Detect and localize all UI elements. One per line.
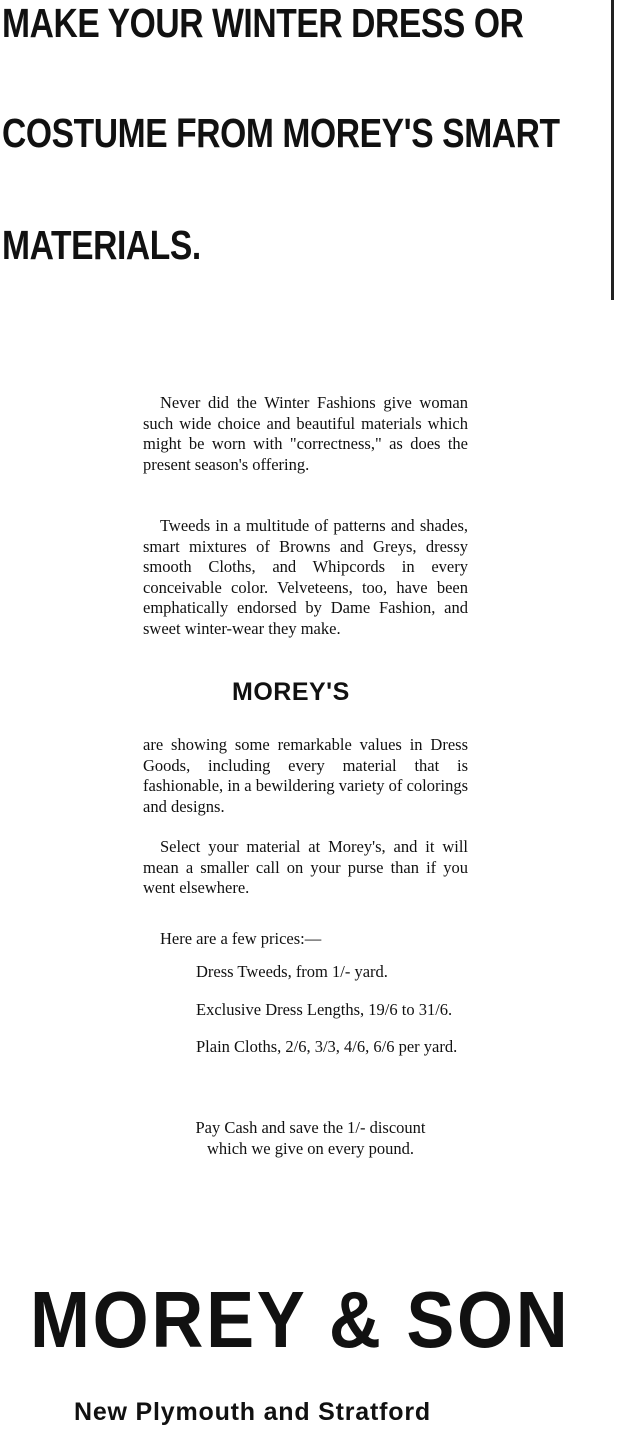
headline-line-2: COSTUME FROM MOREY'S SMART: [2, 110, 560, 156]
price-item: Dress Tweeds, from 1/- yard.: [196, 962, 388, 981]
firm-locations: New Plymouth and Stratford: [74, 1398, 431, 1426]
paragraph-winter-fashions: Never did the Winter Fashions give woman such wide choice and beautiful materials which might be worn with "correctness," as does the present season's offering.: [143, 393, 468, 474]
headline-line-1: MAKE YOUR WINTER DRESS OR: [2, 0, 524, 46]
paragraph-tweeds: Tweeds in a multitude of patterns and shades, smart mixtures of Browns and Greys, dressy smooth Cloths, and Whipcords in every conceivable color. Velveteens, too, have been emphatically endorsed by Dame Fashion, and sweet winter-wear they make.: [143, 516, 468, 638]
price-list: [196, 962, 503, 1058]
page-edge-rule: [611, 0, 614, 300]
headline-line-3: MATERIALS.: [2, 222, 201, 268]
paragraph-select-material: Select your material at Morey's, and it will mean a smaller call on your purse than if you went elsewhere.: [143, 837, 468, 898]
paragraph-remarkable-values: are showing some remarkable values in Dress Goods, including every material that is fashionable, in a bewildering variety of colorings and designs.: [143, 735, 468, 816]
firm-name: MOREY & SON: [30, 1275, 571, 1364]
prices-intro: Here are a few prices:—: [160, 929, 322, 948]
closing-discount-note: Pay Cash and save the 1/- discount which we give on every pound.: [195, 1118, 426, 1158]
subheading-moreys: MOREY'S: [232, 678, 350, 706]
price-item: Exclusive Dress Lengths, 19/6 to 31/6.: [196, 999, 453, 1019]
price-item: Plain Cloths, 2/6, 3/3, 4/6, 6/6 per yard.: [196, 1037, 458, 1056]
